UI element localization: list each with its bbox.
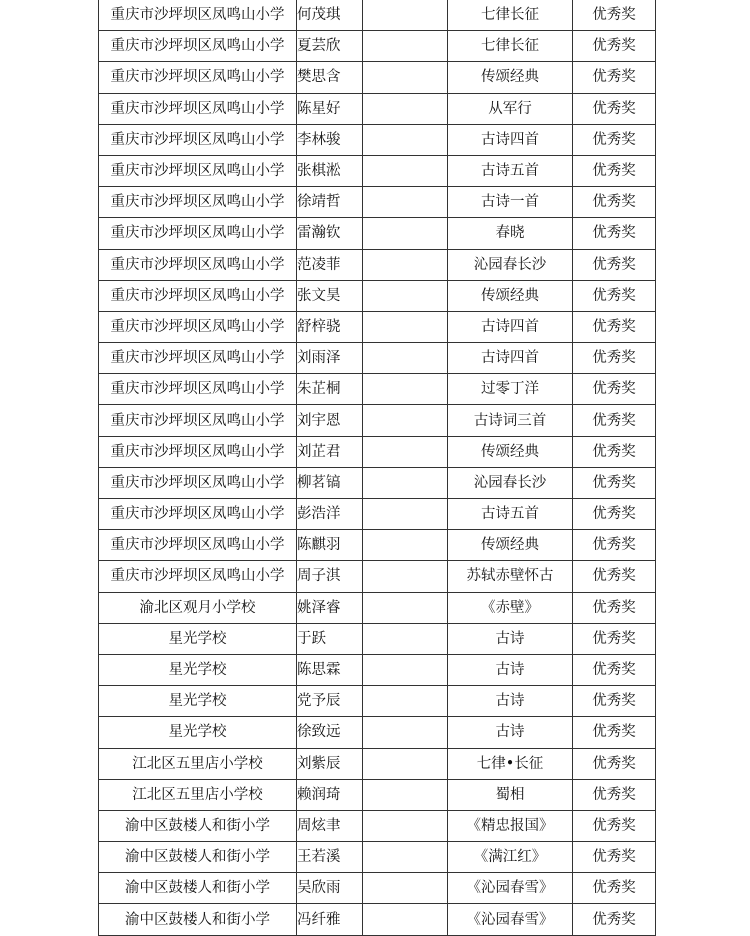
table-row [99,31,656,62]
work-title-cell: 传颂经典 [448,530,573,561]
award-cell: 优秀奖 [573,405,656,436]
school-cell: 重庆市沙坪坝区凤鸣山小学 [99,311,297,342]
award-cell: 优秀奖 [573,810,656,841]
table-row [99,343,656,374]
student-name-cell: 赖润琦 [297,779,363,810]
blank-cell [363,810,448,841]
blank-cell [363,779,448,810]
blank-cell [363,748,448,779]
school-cell: 渝中区鼓楼人和街小学 [99,873,297,904]
table-row [99,0,656,31]
blank-cell [363,311,448,342]
school-cell: 星光学校 [99,686,297,717]
work-title-cell: 七律长征 [448,0,573,31]
work-title-cell: 从军行 [448,93,573,124]
award-cell: 优秀奖 [573,93,656,124]
blank-cell [363,405,448,436]
work-title-cell: 沁园春长沙 [448,467,573,498]
work-title-cell: 《满江红》 [448,842,573,873]
award-cell: 优秀奖 [573,187,656,218]
work-title-cell: 蜀相 [448,779,573,810]
table-row [99,187,656,218]
work-title-cell: 古诗 [448,717,573,748]
work-title-cell: 古诗一首 [448,187,573,218]
award-cell: 优秀奖 [573,155,656,186]
table-row [99,249,656,280]
blank-cell [363,187,448,218]
table-row [99,873,656,904]
work-title-cell: 传颂经典 [448,280,573,311]
table-row [99,748,656,779]
work-title-cell: 古诗五首 [448,155,573,186]
school-cell: 重庆市沙坪坝区凤鸣山小学 [99,249,297,280]
work-title-cell: 春晓 [448,218,573,249]
table-row [99,717,656,748]
student-name-cell: 张棋淞 [297,155,363,186]
student-name-cell: 陈思霖 [297,654,363,685]
table-row [99,93,656,124]
work-title-cell: 《赤壁》 [448,592,573,623]
student-name-cell: 范凌菲 [297,249,363,280]
student-name-cell: 柳茗镐 [297,467,363,498]
student-name-cell: 徐靖哲 [297,187,363,218]
blank-cell [363,654,448,685]
school-cell: 江北区五里店小学校 [99,779,297,810]
student-name-cell: 陈麒羽 [297,530,363,561]
work-title-cell: 传颂经典 [448,62,573,93]
table-row [99,311,656,342]
school-cell: 重庆市沙坪坝区凤鸣山小学 [99,155,297,186]
award-cell: 优秀奖 [573,124,656,155]
award-cell: 优秀奖 [573,623,656,654]
school-cell: 重庆市沙坪坝区凤鸣山小学 [99,343,297,374]
award-cell: 优秀奖 [573,904,656,935]
award-cell: 优秀奖 [573,654,656,685]
table-row [99,374,656,405]
student-name-cell: 朱芷桐 [297,374,363,405]
blank-cell [363,592,448,623]
student-name-cell: 张文昊 [297,280,363,311]
award-cell: 优秀奖 [573,530,656,561]
award-cell: 优秀奖 [573,343,656,374]
school-cell: 渝中区鼓楼人和街小学 [99,842,297,873]
table-row [99,654,656,685]
table-row [99,561,656,592]
work-title-cell: 《精忠报国》 [448,810,573,841]
blank-cell [363,873,448,904]
table-row [99,904,656,935]
table-row [99,530,656,561]
student-name-cell: 刘紫辰 [297,748,363,779]
blank-cell [363,499,448,530]
blank-cell [363,62,448,93]
blank-cell [363,31,448,62]
award-cell: 优秀奖 [573,499,656,530]
work-title-cell: 《沁园春雪》 [448,904,573,935]
award-cell: 优秀奖 [573,374,656,405]
award-table [98,0,656,936]
student-name-cell: 吴欣雨 [297,873,363,904]
award-cell: 优秀奖 [573,436,656,467]
work-title-cell: 苏轼赤壁怀古 [448,561,573,592]
school-cell: 重庆市沙坪坝区凤鸣山小学 [99,31,297,62]
table-row [99,810,656,841]
award-cell: 优秀奖 [573,62,656,93]
table-row [99,499,656,530]
student-name-cell: 党予辰 [297,686,363,717]
table-row [99,280,656,311]
school-cell: 重庆市沙坪坝区凤鸣山小学 [99,467,297,498]
blank-cell [363,0,448,31]
school-cell: 重庆市沙坪坝区凤鸣山小学 [99,374,297,405]
blank-cell [363,530,448,561]
award-cell: 优秀奖 [573,873,656,904]
school-cell: 星光学校 [99,717,297,748]
work-title-cell: 古诗四首 [448,124,573,155]
work-title-cell: 古诗四首 [448,343,573,374]
student-name-cell: 姚泽睿 [297,592,363,623]
award-cell: 优秀奖 [573,592,656,623]
student-name-cell: 周炫聿 [297,810,363,841]
student-name-cell: 陈星好 [297,93,363,124]
school-cell: 重庆市沙坪坝区凤鸣山小学 [99,124,297,155]
award-cell: 优秀奖 [573,561,656,592]
student-name-cell: 彭浩洋 [297,499,363,530]
table-row [99,842,656,873]
table-row [99,405,656,436]
table-row [99,218,656,249]
school-cell: 重庆市沙坪坝区凤鸣山小学 [99,93,297,124]
school-cell: 重庆市沙坪坝区凤鸣山小学 [99,187,297,218]
work-title-cell: 古诗 [448,686,573,717]
work-title-cell: 传颂经典 [448,436,573,467]
student-name-cell: 李林骏 [297,124,363,155]
school-cell: 渝中区鼓楼人和街小学 [99,810,297,841]
blank-cell [363,93,448,124]
award-table-body [99,0,656,935]
award-cell: 优秀奖 [573,717,656,748]
award-cell: 优秀奖 [573,280,656,311]
work-title-cell: 古诗五首 [448,499,573,530]
school-cell: 重庆市沙坪坝区凤鸣山小学 [99,280,297,311]
blank-cell [363,155,448,186]
blank-cell [363,904,448,935]
student-name-cell: 舒梓骁 [297,311,363,342]
school-cell: 渝北区观月小学校 [99,592,297,623]
student-name-cell: 樊思含 [297,62,363,93]
award-cell: 优秀奖 [573,467,656,498]
table-row [99,623,656,654]
student-name-cell: 于跃 [297,623,363,654]
table-row [99,592,656,623]
school-cell: 重庆市沙坪坝区凤鸣山小学 [99,561,297,592]
student-name-cell: 刘雨泽 [297,343,363,374]
school-cell: 江北区五里店小学校 [99,748,297,779]
table-row [99,62,656,93]
work-title-cell: 古诗 [448,654,573,685]
blank-cell [363,623,448,654]
work-title-cell: 古诗 [448,623,573,654]
blank-cell [363,686,448,717]
school-cell: 渝中区鼓楼人和街小学 [99,904,297,935]
award-cell: 优秀奖 [573,842,656,873]
school-cell: 重庆市沙坪坝区凤鸣山小学 [99,530,297,561]
school-cell: 星光学校 [99,654,297,685]
school-cell: 重庆市沙坪坝区凤鸣山小学 [99,405,297,436]
work-title-cell: 古诗四首 [448,311,573,342]
award-cell: 优秀奖 [573,779,656,810]
award-cell: 优秀奖 [573,311,656,342]
blank-cell [363,717,448,748]
work-title-cell: 古诗词三首 [448,405,573,436]
table-row [99,155,656,186]
table-row [99,779,656,810]
blank-cell [363,842,448,873]
work-title-cell: 七律长征 [448,31,573,62]
school-cell: 星光学校 [99,623,297,654]
student-name-cell: 王若溪 [297,842,363,873]
table-row [99,436,656,467]
award-cell: 优秀奖 [573,31,656,62]
student-name-cell: 刘芷君 [297,436,363,467]
student-name-cell: 夏芸欣 [297,31,363,62]
blank-cell [363,249,448,280]
school-cell: 重庆市沙坪坝区凤鸣山小学 [99,0,297,31]
blank-cell [363,343,448,374]
blank-cell [363,280,448,311]
blank-cell [363,436,448,467]
table-row [99,124,656,155]
school-cell: 重庆市沙坪坝区凤鸣山小学 [99,499,297,530]
student-name-cell: 徐致远 [297,717,363,748]
award-cell: 优秀奖 [573,218,656,249]
student-name-cell: 冯纤雅 [297,904,363,935]
student-name-cell: 何茂琪 [297,0,363,31]
school-cell: 重庆市沙坪坝区凤鸣山小学 [99,62,297,93]
blank-cell [363,561,448,592]
award-list-sheet [98,0,654,936]
school-cell: 重庆市沙坪坝区凤鸣山小学 [99,218,297,249]
award-cell: 优秀奖 [573,0,656,31]
work-title-cell: 沁园春长沙 [448,249,573,280]
blank-cell [363,218,448,249]
school-cell: 重庆市沙坪坝区凤鸣山小学 [99,436,297,467]
award-cell: 优秀奖 [573,686,656,717]
student-name-cell: 周子淇 [297,561,363,592]
award-cell: 优秀奖 [573,249,656,280]
student-name-cell: 刘宇恩 [297,405,363,436]
blank-cell [363,124,448,155]
student-name-cell: 雷瀚钦 [297,218,363,249]
table-row [99,686,656,717]
work-title-cell: 过零丁洋 [448,374,573,405]
work-title-cell: 七律•长征 [448,748,573,779]
award-cell: 优秀奖 [573,748,656,779]
blank-cell [363,467,448,498]
table-row [99,467,656,498]
work-title-cell: 《沁园春雪》 [448,873,573,904]
blank-cell [363,374,448,405]
